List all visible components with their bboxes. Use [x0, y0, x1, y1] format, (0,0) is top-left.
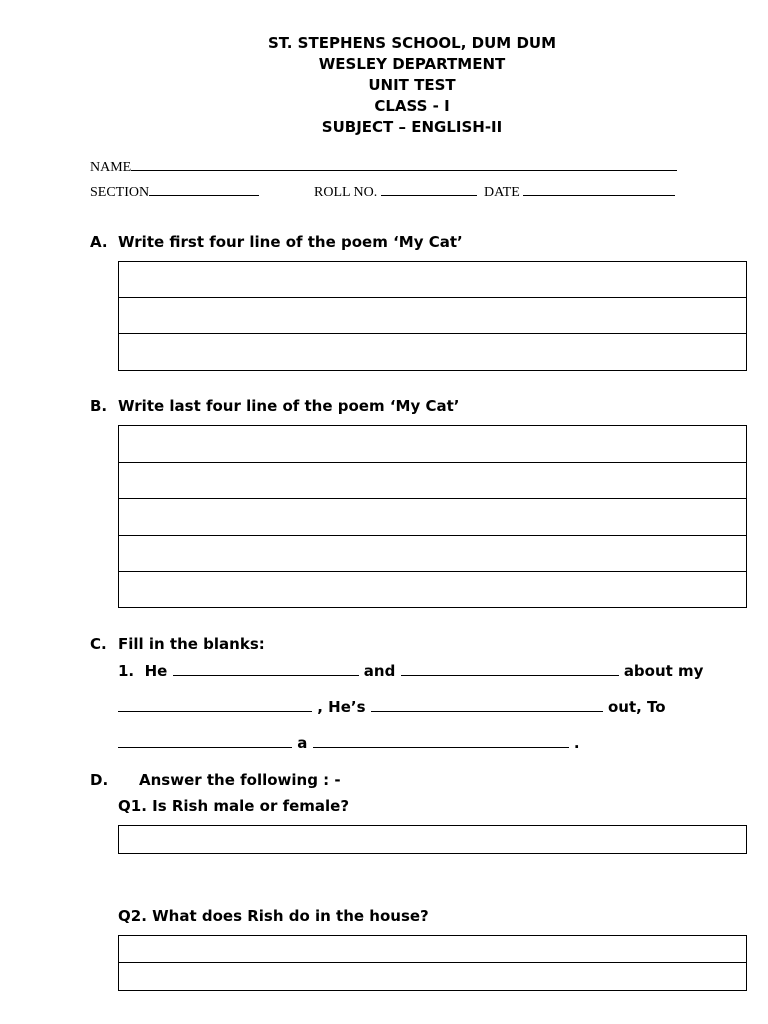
fill-blank[interactable] [371, 698, 603, 712]
date-blank[interactable] [523, 183, 675, 196]
fill-line-2 [118, 698, 666, 716]
roll-field [314, 183, 477, 201]
fill-blank[interactable] [313, 734, 569, 748]
word-he: He [144, 662, 168, 680]
word-period: . [573, 734, 580, 752]
question-1-answer-box [118, 825, 747, 854]
school-name: ST. STEPHENS SCHOOL, DUM DUM [267, 34, 557, 52]
date-field [484, 183, 675, 201]
section-a-question: Write first four line of the poem ‘My Cat’ [118, 233, 463, 251]
word-out-to: out, To [607, 698, 666, 716]
answer-row[interactable] [119, 936, 746, 963]
roll-label: ROLL NO. [314, 185, 378, 200]
fill-blank[interactable] [118, 698, 312, 712]
department-name: WESLEY DEPARTMENT [318, 55, 506, 73]
word-a: a [297, 734, 308, 752]
section-c-letter: C. [90, 635, 107, 653]
name-field [90, 158, 677, 176]
answer-row[interactable] [119, 262, 746, 298]
date-label: DATE [484, 185, 520, 200]
answer-row[interactable] [119, 572, 746, 609]
blank-number: 1. [118, 662, 135, 680]
section-blank[interactable] [149, 183, 259, 196]
word-about-my: about my [623, 662, 704, 680]
word-and: and [363, 662, 396, 680]
section-c-question: Fill in the blanks: [118, 635, 265, 653]
answer-row[interactable] [119, 499, 746, 536]
section-a-answer-box [118, 261, 747, 371]
class-label: CLASS - I [374, 97, 450, 115]
fill-blank[interactable] [401, 662, 619, 676]
question-2: Q2. What does Rish do in the house? [118, 907, 429, 925]
name-blank[interactable] [131, 158, 677, 171]
fill-blank[interactable] [173, 662, 359, 676]
answer-row[interactable] [119, 463, 746, 500]
answer-row[interactable] [119, 426, 746, 463]
answer-row[interactable] [119, 826, 746, 853]
section-label: SECTION [90, 185, 150, 200]
question-1: Q1. Is Rish male or female? [118, 797, 350, 815]
section-b-question: Write last four line of the poem ‘My Cat’ [118, 397, 460, 415]
section-d-question: Answer the following : - [139, 771, 341, 789]
fill-line-1 [118, 662, 703, 680]
answer-row[interactable] [119, 963, 746, 990]
section-b-answer-box [118, 425, 747, 608]
answer-row[interactable] [119, 334, 746, 370]
section-a-letter: A. [90, 233, 108, 251]
fill-blank[interactable] [118, 734, 292, 748]
answer-row[interactable] [119, 298, 746, 334]
subject-label: SUBJECT – ENGLISH-II [321, 118, 503, 136]
answer-row[interactable] [119, 536, 746, 573]
section-b-letter: B. [90, 397, 108, 415]
test-title: UNIT TEST [368, 76, 456, 94]
fill-line-3 [118, 734, 580, 752]
section-field [90, 183, 259, 201]
roll-blank[interactable] [381, 183, 477, 196]
word-hes: , He’s [317, 698, 366, 716]
section-d-letter: D. [90, 771, 109, 789]
name-label: NAME [90, 160, 132, 175]
question-2-answer-box [118, 935, 747, 991]
